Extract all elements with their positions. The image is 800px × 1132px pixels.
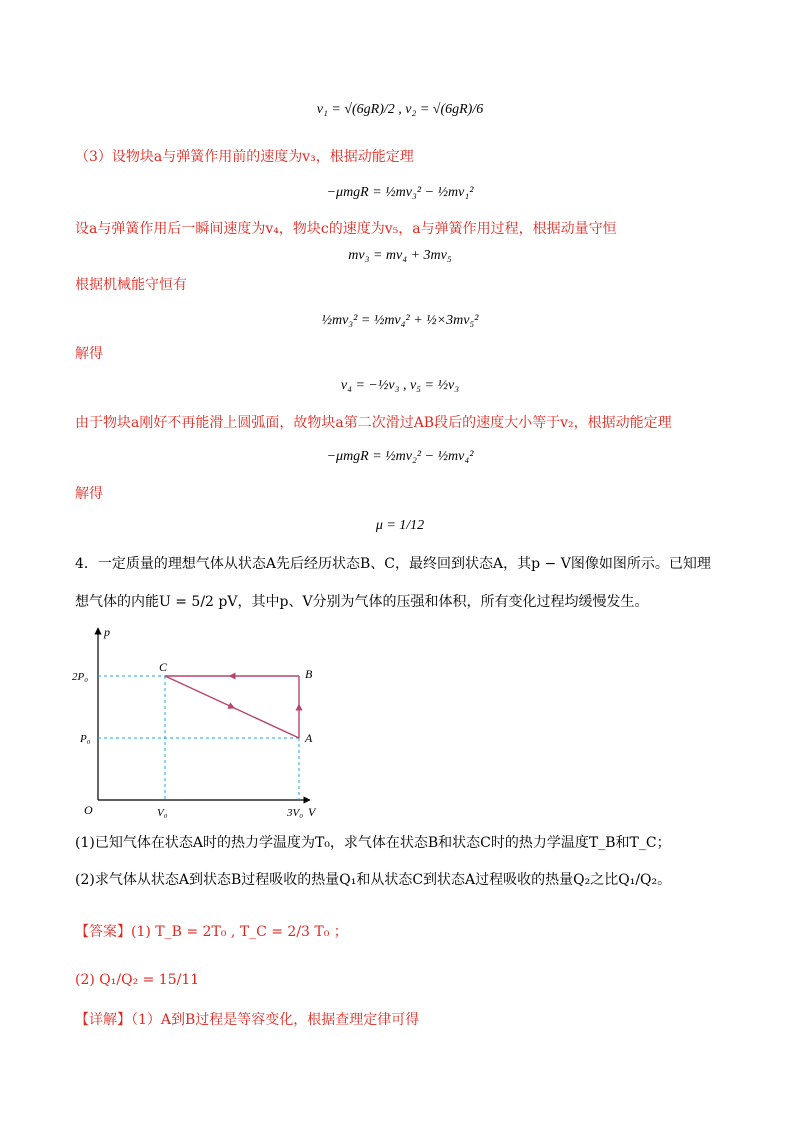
- y-tick-p0: P₀: [80, 733, 91, 745]
- sub-question-2: (2)求气体从状态A到状态B过程吸收的热量Q₁和从状态C到状态A过程吸收的热量Q₂之比Q₁/Q₂。: [75, 872, 672, 888]
- equation-v1-v2: v₁ = √(6gR)/2 , v₂ = √(6gR)/6: [316, 102, 484, 117]
- detail-text: （1）A到B过程是等容变化，根据查理定律可得: [131, 1012, 420, 1028]
- equation-energy: ½mv₃² = ½mv₄² + ½×3mv₅²: [321, 313, 479, 328]
- equation-work-energy-2: −μmgR = ½mv₂² − ½mv₄²: [326, 449, 474, 464]
- point-label-C: C: [159, 660, 168, 674]
- detail-line: [75, 1010, 725, 1030]
- equation-work-energy-1: −μmgR = ½mv₃² − ½mv₁²: [326, 185, 474, 200]
- x-tick-3v0: 3V₀: [287, 807, 304, 819]
- equation-momentum: mv₃ = mv₄ + 3mv₅: [348, 248, 452, 263]
- point-label-A: A: [305, 731, 313, 745]
- arrow-B-C: [229, 673, 236, 680]
- origin-label: O: [84, 803, 93, 817]
- energy-paragraph: 根据机械能守恒有: [75, 277, 187, 293]
- arrow-A-B: [296, 704, 303, 711]
- pv-diagram: [70, 620, 330, 820]
- solve-label-1: 解得: [75, 346, 103, 362]
- x-tick-v0: V₀: [157, 807, 168, 819]
- answer-tag: 【答案】: [75, 924, 131, 940]
- question-4-line-2: 想气体的内能U = 5/2 pV，其中p、V分别为气体的压强和体积，所有变化过程均缓慢发生。: [75, 594, 649, 610]
- answer-line-1: [75, 922, 725, 942]
- question-4-line-1: 4．一定质量的理想气体从状态A先后经历状态B、C，最终回到状态A，其p − V图像如图所示。已知理: [75, 556, 711, 572]
- y-axis-label: p: [104, 625, 110, 639]
- sub-question-1: (1)已知气体在状态A时的热力学温度为T₀，求气体在状态B和状态C时的热力学温度T_B和T_C；: [75, 835, 671, 851]
- equation-v4-v5: v₄ = −½v₃ , v₅ = ½v₃: [340, 378, 460, 393]
- momentum-paragraph: 设a与弹簧作用后一瞬间速度为v₄，物块c的速度为v₅，a与弹簧作用过程，根据动量守恒: [75, 221, 617, 237]
- solve-label-2: 解得: [75, 486, 103, 502]
- answer-line-2: (2) Q₁/Q₂ = 15/11: [75, 972, 200, 988]
- x-axis-label: V: [308, 805, 316, 819]
- step-3-text: （3）设物块a与弹簧作用前的速度为v₃，根据动能定理: [75, 149, 414, 165]
- equation-mu: μ = 1/12: [375, 518, 425, 533]
- y-tick-2p0: 2P₀: [72, 671, 89, 683]
- detail-tag: 【详解】: [75, 1012, 131, 1028]
- arc-paragraph: 由于物块a刚好不再能滑上圆弧面，故物块a第二次滑过AB段后的速度大小等于v₂，根据动能定理: [75, 415, 672, 431]
- point-label-B: B: [305, 667, 313, 681]
- answer-1: (1) T_B = 2T₀ , T_C = 2/3 T₀ ；: [131, 924, 348, 940]
